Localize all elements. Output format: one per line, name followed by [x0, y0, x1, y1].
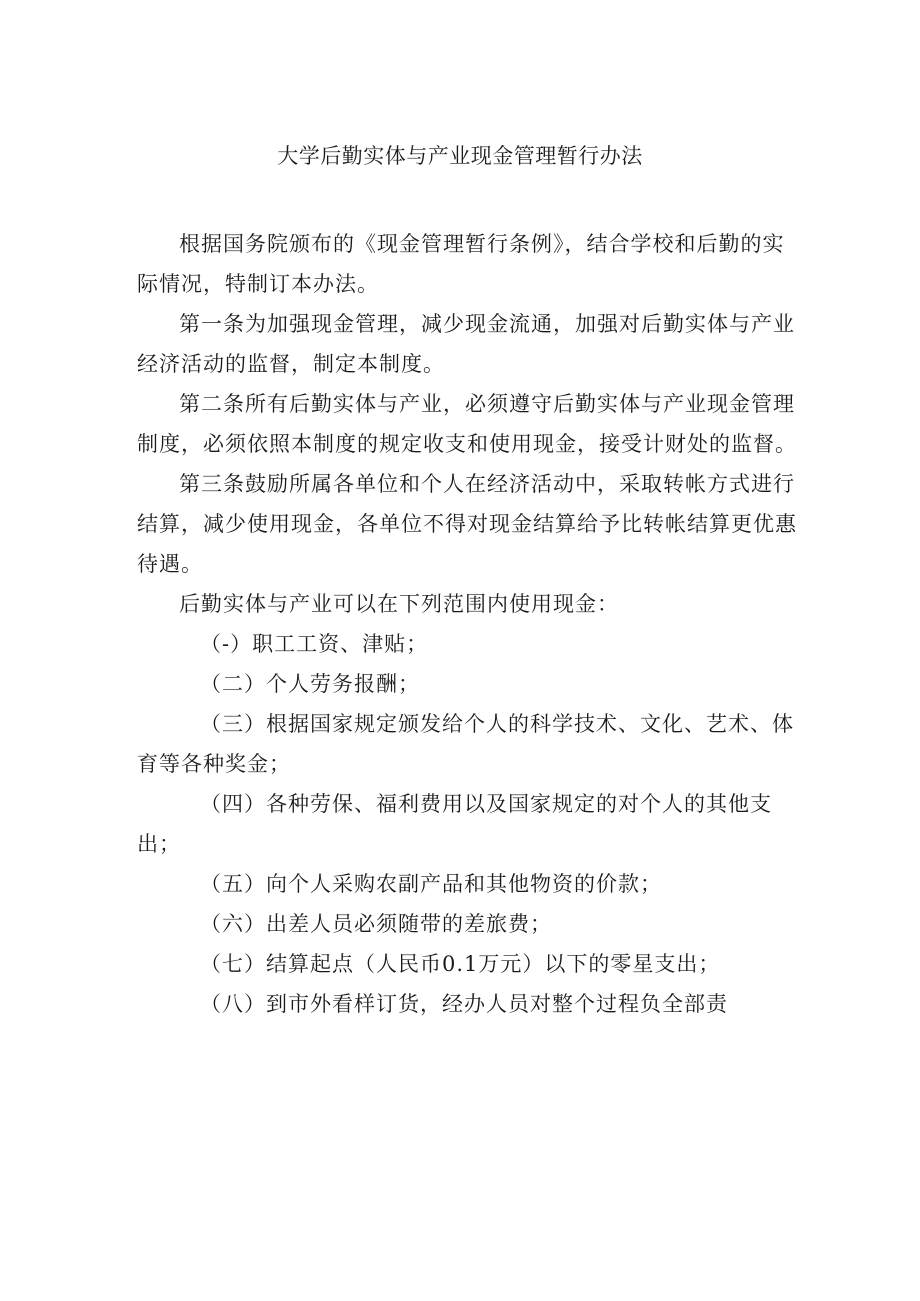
list-item: （三）根据国家规定颁发给个人的科学技术、文化、艺术、体育等各种奖金；: [137, 712, 794, 776]
article-1-paragraph: 第一条为加强现金管理，减少现金流通，加强对后勤实体与产业经济活动的监督，制定本制度。: [137, 312, 795, 376]
list-item: （-）职工工资、津贴；: [200, 632, 429, 656]
article-2-paragraph: 第二条所有后勤实体与产业，必须遵守后勤实体与产业现金管理制度，必须依照本制度的规定收支和使用现金，接受计财处的监督。: [137, 392, 797, 456]
cash-scope-paragraph: 后勤实体与产业可以在下列范围内使用现金：: [179, 592, 619, 616]
document-title: 大学后勤实体与产业现金管理暂行办法: [277, 144, 643, 168]
list-item: （二）个人劳务报酬；: [200, 672, 420, 696]
article-3-paragraph: 第三条鼓励所属各单位和个人在经济活动中，采取转帐方式进行结算，减少使用现金，各单位不得对现金结算给予比转帐结算更优惠待遇。: [137, 472, 797, 576]
list-item: （四）各种劳保、福利费用以及国家规定的对个人的其他支出；: [137, 792, 772, 856]
intro-paragraph: 根据国务院颁布的《现金管理暂行条例》，结合学校和后勤的实际情况，特制订本办法。: [137, 232, 785, 296]
list-item: （七）结算起点（人民币0.1万元）以下的零星支出；: [200, 952, 721, 976]
document-body: [137, 224, 801, 1024]
list-item: （五）向个人采购农副产品和其他物资的价款；: [200, 872, 662, 896]
list-item: （八）到市外看样订货，经办人员对整个过程负全部责: [200, 992, 728, 1016]
list-item: （六）出差人员必须随带的差旅费；: [200, 912, 552, 936]
